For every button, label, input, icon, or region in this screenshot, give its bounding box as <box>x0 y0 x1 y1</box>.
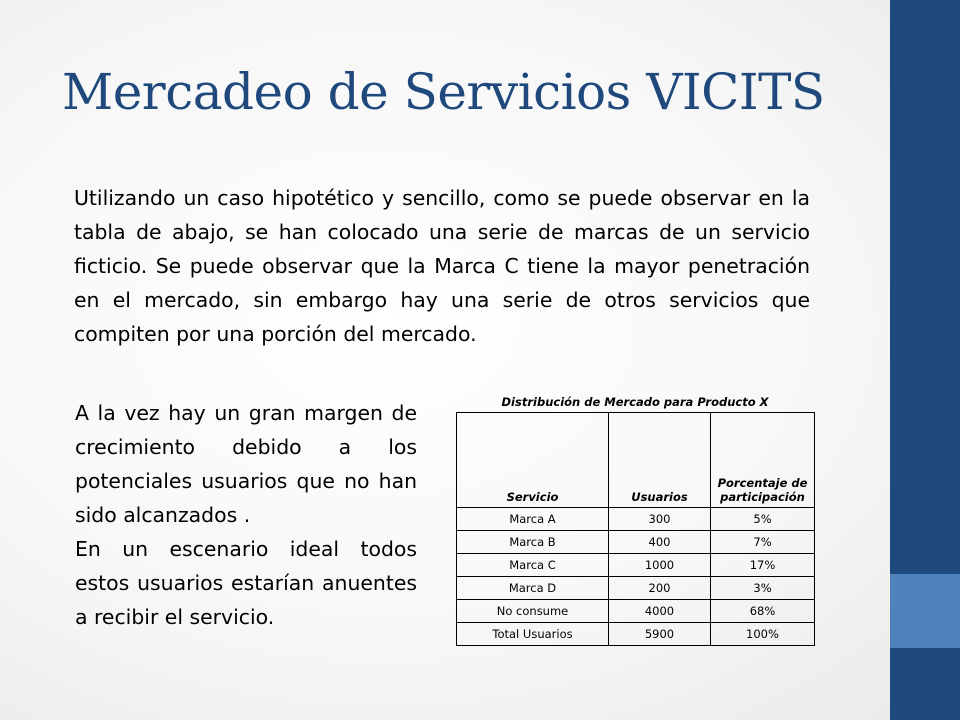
market-distribution-table <box>456 412 815 646</box>
cell-porcentaje: 5% <box>711 508 815 531</box>
cell-porcentaje: 68% <box>711 600 815 623</box>
table-header-row <box>457 413 815 508</box>
cell-servicio: Marca D <box>457 577 609 600</box>
cell-porcentaje: 100% <box>711 623 815 646</box>
table-row <box>457 554 815 577</box>
table-row <box>457 577 815 600</box>
cell-usuarios: 5900 <box>609 623 711 646</box>
cell-usuarios: 4000 <box>609 600 711 623</box>
table-row <box>457 600 815 623</box>
left-text-column <box>75 396 417 634</box>
cell-usuarios: 300 <box>609 508 711 531</box>
intro-paragraph: Utilizando un caso hipotético y sencillo, como se puede observar en la tabla de abajo, se han colocado una serie de marcas de un servicio ficticio. Se puede observar que la Marca C tiene la mayor penetración en el mercado, sin embargo hay una serie de otros servicios que compiten por una porción del mercado. <box>74 186 810 346</box>
cell-porcentaje: 7% <box>711 531 815 554</box>
table-row <box>457 508 815 531</box>
cell-servicio: Marca C <box>457 554 609 577</box>
cell-servicio: Total Usuarios <box>457 623 609 646</box>
table-row <box>457 531 815 554</box>
cell-usuarios: 1000 <box>609 554 711 577</box>
cell-servicio: Marca A <box>457 508 609 531</box>
right-sidebar-accent <box>890 574 960 648</box>
cell-usuarios: 200 <box>609 577 711 600</box>
cell-usuarios: 400 <box>609 531 711 554</box>
table-total-row <box>457 623 815 646</box>
header-porcentaje: Porcentaje de participación <box>711 413 815 508</box>
growth-paragraph: A la vez hay un gran margen de crecimiento debido a los potenciales usuarios que no han sido alcanzados . <box>75 401 417 527</box>
ideal-scenario-paragraph: En un escenario ideal todos estos usuarios estarían anuentes a recibir el servicio. <box>75 537 417 629</box>
cell-servicio: Marca B <box>457 531 609 554</box>
table-caption: Distribución de Mercado para Producto X <box>501 395 769 409</box>
header-usuarios: Usuarios <box>609 413 711 508</box>
cell-servicio: No consume <box>457 600 609 623</box>
cell-porcentaje: 17% <box>711 554 815 577</box>
header-servicio: Servicio <box>457 413 609 508</box>
cell-porcentaje: 3% <box>711 577 815 600</box>
slide-title: Mercadeo de Servicios VICITS <box>62 63 825 121</box>
